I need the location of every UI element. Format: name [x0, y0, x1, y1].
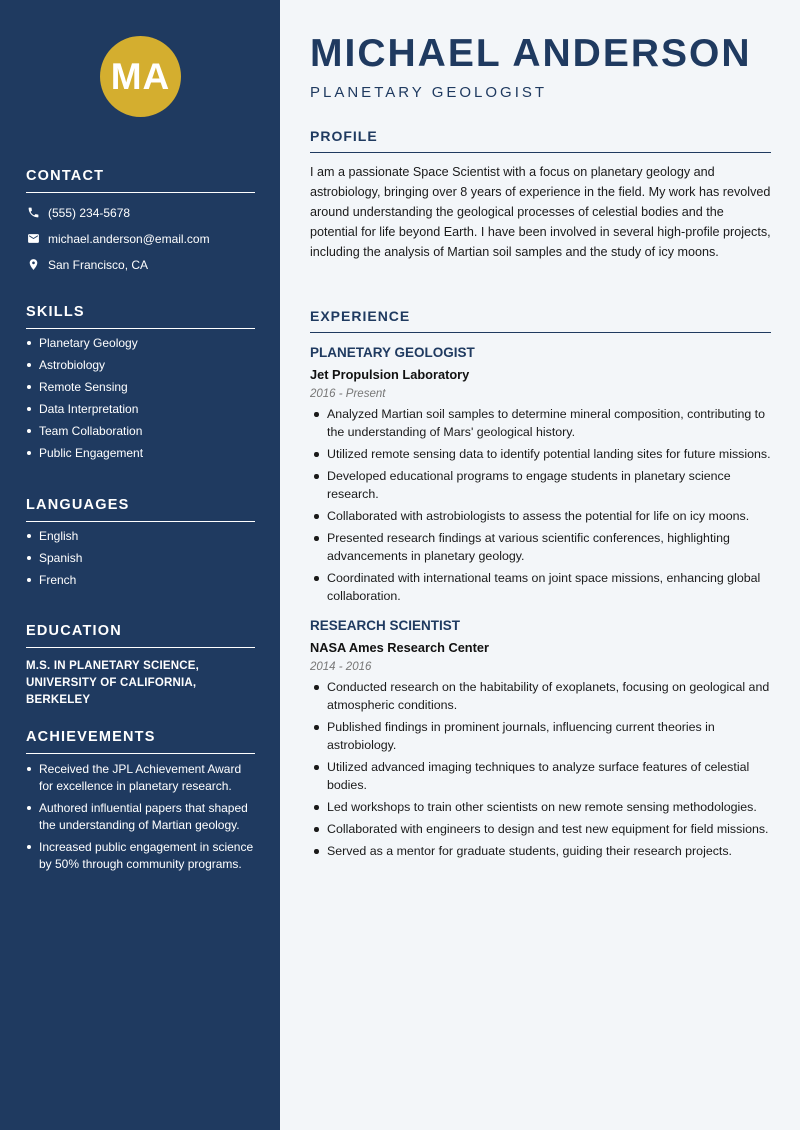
language-item: English [26, 528, 255, 544]
skill-item: Team Collaboration [26, 423, 255, 439]
contact-email[interactable]: michael.anderson@email.com [48, 231, 210, 246]
job-bullet: Collaborated with astrobiologists to assess the potential for life on icy moons. [310, 507, 771, 525]
job-role: RESEARCH SCIENTIST [310, 618, 461, 633]
job-bullet: Coordinated with international teams on joint space missions, enhancing global collaboration. [310, 569, 771, 605]
skill-item: Astrobiology [26, 357, 255, 373]
job-bullets [310, 405, 771, 605]
skills-section [26, 304, 255, 461]
job-bullet: Collaborated with engineers to design and test new equipment for field missions. [310, 820, 771, 838]
job-bullet: Conducted research on the habitability of exoplanets, focusing on geological and atmospheric conditions. [310, 678, 771, 714]
job-company: NASA Ames Research Center [310, 640, 489, 655]
education-degree: M.S. IN PLANETARY SCIENCE, [26, 660, 200, 672]
skills-title: SKILLS [26, 304, 255, 329]
job-entry [310, 345, 771, 605]
profile-text: I am a passionate Space Scientist with a focus on planetary geology and astrobiology, bringing over 8 years of experience in the field. My work has revolved around understanding the geological processes of celestial bodies and the potential for life beyond Earth. I have been involved in several high-profile projects, including the analysis of Martian soil samples and the study of icy moons. [310, 165, 771, 259]
skill-item: Remote Sensing [26, 379, 255, 395]
job-bullet: Published findings in prominent journals, influencing current theories in astrobiology. [310, 718, 771, 754]
profile-title: PROFILE [310, 128, 771, 153]
profile-section [310, 128, 771, 262]
achievements-section [26, 729, 255, 873]
skill-item: Planetary Geology [26, 335, 255, 351]
job-bullet: Led workshops to train other scientists on new remote sensing methodologies. [310, 798, 771, 816]
achievement-item: Authored influential papers that shaped the understanding of Martian geology. [26, 800, 255, 834]
email-icon [26, 232, 40, 246]
job-bullet: Analyzed Martian soil samples to determine mineral composition, contributing to the understanding of Mars' geological history. [310, 405, 771, 441]
education-title: EDUCATION [26, 623, 255, 648]
sidebar [0, 0, 280, 1130]
achievement-item: Received the JPL Achievement Award for excellence in planetary research. [26, 761, 255, 795]
education-school: UNIVERSITY OF CALIFORNIA, BERKELEY [26, 677, 197, 706]
contact-phone-row [26, 205, 255, 220]
language-item: French [26, 572, 255, 588]
achievements-title: ACHIEVEMENTS [26, 729, 255, 754]
phone-icon [26, 206, 40, 220]
achievement-item: Increased public engagement in science by 50% through community programs. [26, 839, 255, 873]
job-bullet: Served as a mentor for graduate students, guiding their research projects. [310, 842, 771, 860]
job-role: PLANETARY GEOLOGIST [310, 345, 475, 360]
job-bullet: Developed educational programs to engage students in planetary science research. [310, 467, 771, 503]
skill-item: Data Interpretation [26, 401, 255, 417]
languages-list [26, 528, 255, 588]
achievements-list [26, 761, 255, 873]
job-dates: 2014 - 2016 [310, 661, 372, 673]
job-bullets [310, 678, 771, 860]
job-bullet: Presented research findings at various scientific conferences, highlighting advancements in planetary geology. [310, 529, 771, 565]
contact-phone: (555) 234-5678 [48, 205, 131, 220]
job-entry [310, 618, 771, 860]
candidate-name: MICHAEL ANDERSON [310, 32, 752, 75]
languages-title: LANGUAGES [26, 497, 255, 522]
job-company: Jet Propulsion Laboratory [310, 367, 470, 382]
contact-section [26, 168, 255, 272]
contact-location-row [26, 257, 255, 272]
education-section [26, 623, 255, 709]
contact-email-row [26, 231, 255, 246]
avatar: MA [100, 36, 181, 117]
experience-title: EXPERIENCE [310, 308, 771, 333]
candidate-title: PLANETARY GEOLOGIST [310, 84, 548, 101]
skill-item: Public Engagement [26, 445, 255, 461]
languages-section [26, 497, 255, 588]
location-pin-icon [26, 258, 40, 272]
job-dates: 2016 - Present [310, 388, 386, 400]
job-bullet: Utilized remote sensing data to identify potential landing sites for future missions. [310, 445, 771, 463]
experience-section [310, 308, 771, 860]
job-bullet: Utilized advanced imaging techniques to analyze surface features of celestial bodies. [310, 758, 771, 794]
language-item: Spanish [26, 550, 255, 566]
skills-list [26, 335, 255, 461]
contact-location: San Francisco, CA [48, 257, 149, 272]
contact-title: CONTACT [26, 168, 255, 193]
